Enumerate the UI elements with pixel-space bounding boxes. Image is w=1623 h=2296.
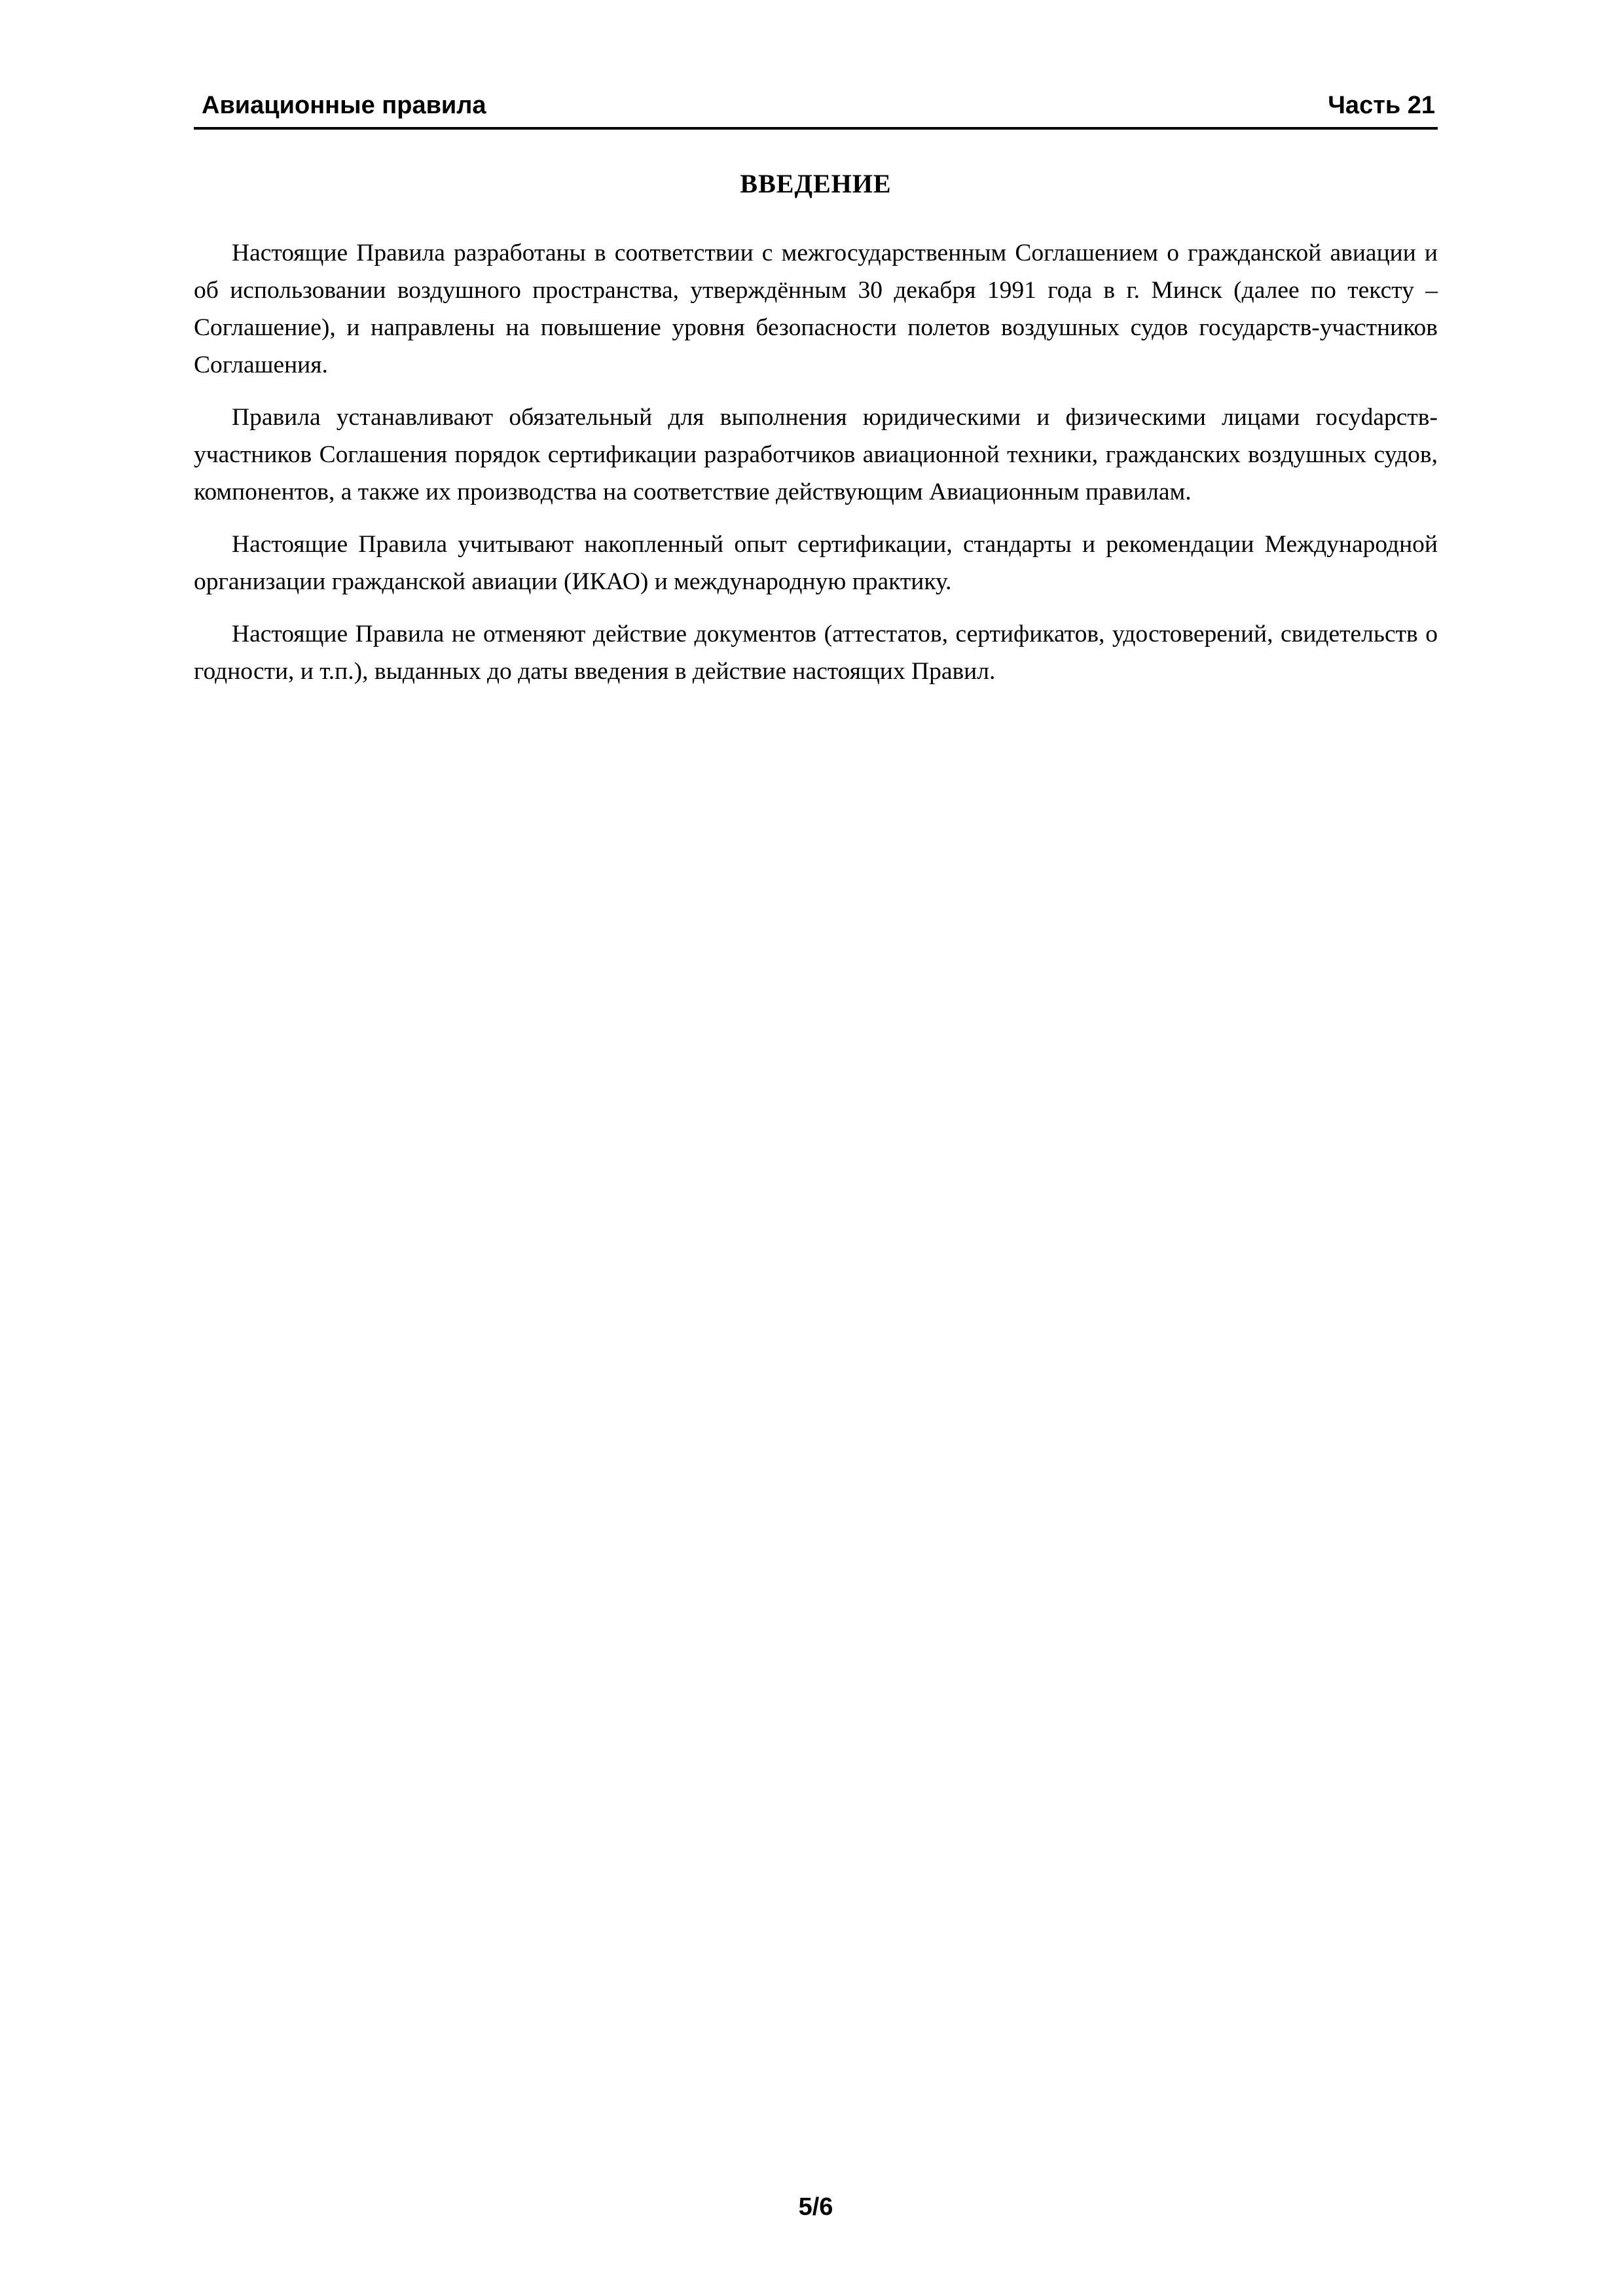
paragraph-4: Настоящие Правила не отменяют действие документов (аттестатов, сертификатов, удостоверений, свидетельств о годности, и т.п.), выданных до даты введения в действие настоящих Правил. — [194, 621, 1438, 685]
header-part-number: Часть 21 — [1328, 92, 1435, 119]
paragraph-2: Правила устанавливают обязательный для выполнения юридическими и физическими лицами госуdарств-участников Соглашения порядок сертификации разработчиков авиационной техники, гражданских воздушных судов, компонентов, а также их производства на соответствие действующим Авиационным правилам. — [194, 404, 1438, 505]
page-header — [194, 90, 1438, 130]
paragraph-3: Настоящие Правила учитывают накопленный опыт сертификации, стандарты и рекомендации Международной организации гражданской авиации (ИКАО) и международную практику. — [194, 531, 1438, 595]
header-document-title: Авиационные правила — [202, 92, 486, 119]
section-title: ВВЕДЕНИЕ — [740, 169, 892, 198]
introduction-body — [194, 234, 1438, 705]
page-number: 5/6 — [798, 2193, 833, 2221]
paragraph-1: Настоящие Правила разработаны в соответствии с межгосударственным Соглашением о гражданской авиации и об использовании воздушного пространства, утверждённым 30 декабря 1991 года в г. Минск (далее по тексту – Соглашение), и направлены на повышение уровня безопасности полетов воздушных судов государств-участников Соглашения. — [194, 240, 1438, 378]
